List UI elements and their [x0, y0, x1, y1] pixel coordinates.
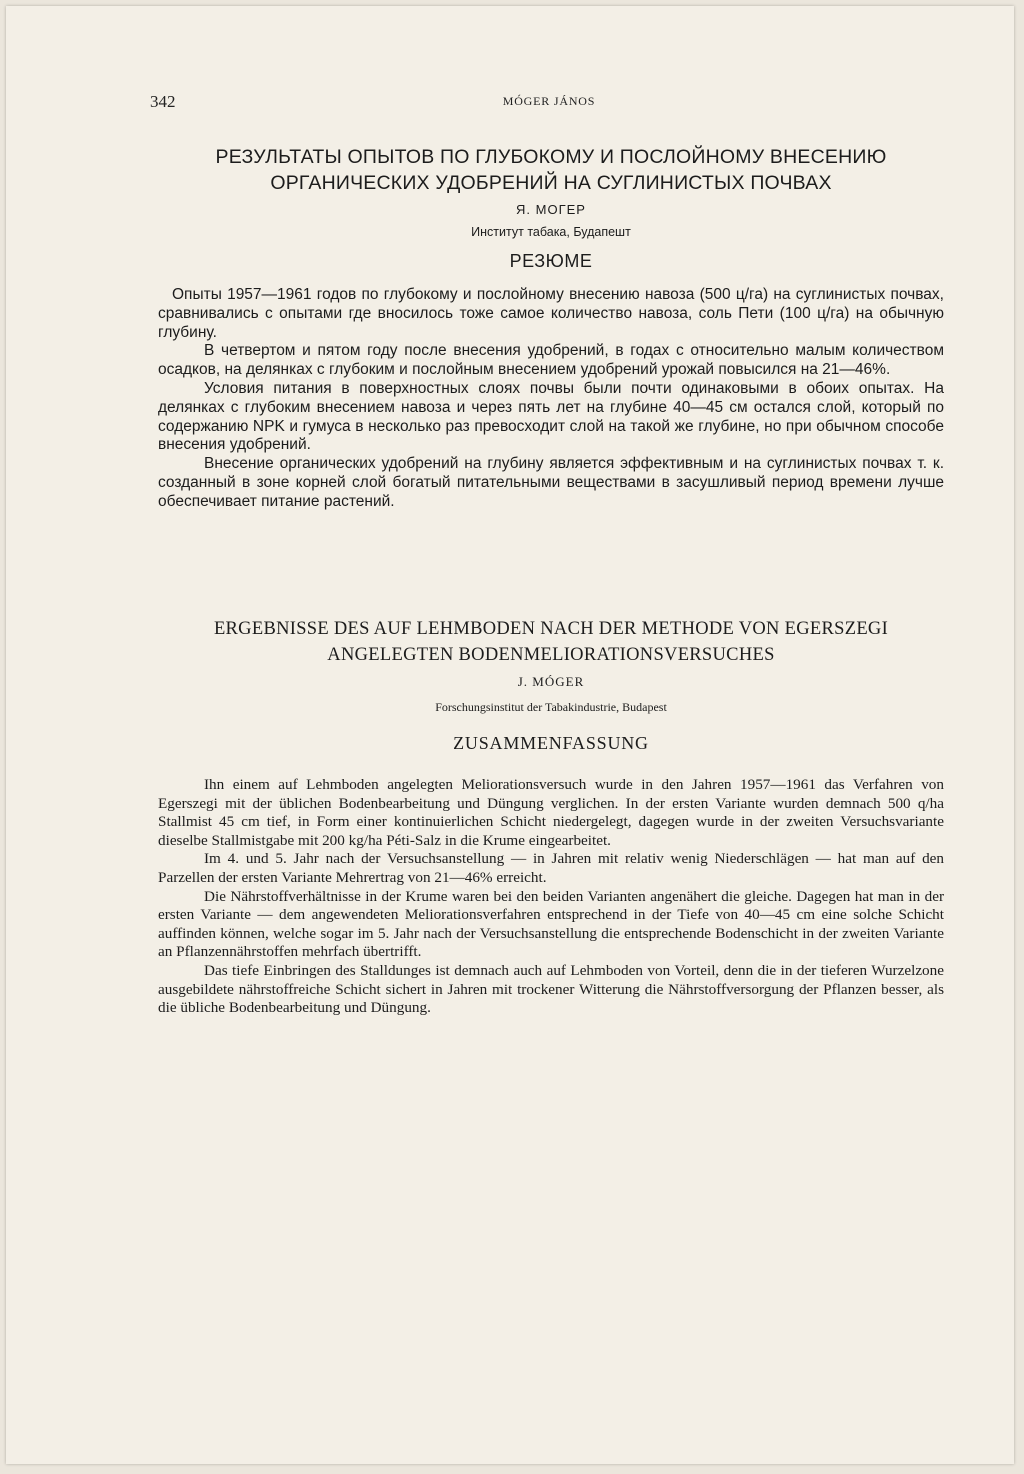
document-page [6, 6, 1014, 1464]
german-paragraph: Im 4. und 5. Jahr nach der Versuchsanstellung — in Jahren mit relativ wenig Niederschlägen — hat man auf den Parzellen der ersten Variante Mehrertrag von 21—46% erreicht. [158, 850, 944, 886]
german-summary-heading: ZUSAMMENFASSUNG [453, 733, 649, 753]
german-title-line-2: ANGELEGTEN BODENMELIORATIONSVERSUCHES [327, 645, 775, 665]
russian-abstract [158, 144, 944, 512]
german-abstract [158, 616, 944, 1018]
russian-paragraph: Внесение органических удобрений на глубину является эффективным и на суглинистых почвах т. к. созданный в зоне корней слой богатый питательными веществами в засушливый период времени лучше обеспечивает питание растений. [158, 455, 944, 510]
german-summary-body [158, 776, 944, 1018]
russian-title-line-1: РЕЗУЛЬТАТЫ ОПЫТОВ ПО ГЛУБОКОМУ И ПОСЛОЙНОМУ ВНЕСЕНИЮ [215, 146, 887, 168]
german-title-line-1: ERGEBNISSE DES AUF LEHMBODEN NACH DER METHODE VON EGERSZEGI [213, 619, 889, 639]
russian-institute: Институт табака, Будапешт [471, 225, 631, 239]
running-author: MÓGER JÁNOS [502, 94, 596, 108]
russian-summary-heading: РЕЗЮМЕ [509, 251, 593, 271]
russian-title [158, 144, 944, 196]
german-institute: Forschungsinstitut der Tabakindustrie, Budapest [435, 700, 667, 714]
russian-paragraph: Условия питания в поверхностных слоях почвы были почти одинаковыми в обоих опытах. На делянках с глубоким внесением навоза и через пять лет на глубине 40—45 см остался слой, который по содержанию NPK и гумуса в несколько раз превосходит слой на такой же глубине, но при обычном способе внесения удобрений. [158, 379, 944, 454]
russian-title-line-2: ОРГАНИЧЕСКИХ УДОБРЕНИЙ НА СУГЛИНИСТЫХ ПОЧВАХ [270, 172, 832, 194]
russian-paragraph: В четвертом и пятом году после внесения удобрений, в годах с относительно малым количеством осадков, на делянках с глубоким и послойным внесением удобрений урожай повысился на 21—46%. [158, 342, 944, 379]
russian-summary-body [158, 286, 944, 512]
russian-author: Я. МОГЕР [516, 202, 586, 217]
german-paragraph: Ihn einem auf Lehmboden angelegten Meliorationsversuch wurde in den Jahren 1957—1961 das Verfahren von Egerszegi mit der üblichen Bodenbearbeitung und Düngung verglichen. In der ersten Variante wurden demnach 500 q/ha Stallmist 45 cm tief, in Form einer kontinuierlichen Schicht niedergelegt, dagegen wurde in der zweiten Versuchsvariante dieselbe Stallmistgabe mit 200 kg/ha Péti-Salz in die Krume eingearbeitet. [158, 776, 944, 849]
russian-paragraph: Опыты 1957—1961 годов по глубокому и послойному внесению навоза (500 ц/га) на суглинистых почвах, сравнивались с опытами где вносилось тоже самое количество навоза, соль Пети (100 ц/га) на обычную глубину. [158, 286, 944, 341]
german-title [158, 616, 944, 668]
german-paragraph: Die Nährstoffverhältnisse in der Krume waren bei den beiden Varianten angenähert die gleiche. Dagegen hat man in der ersten Variante — dem angewendeten Meliorationsverfahren entsprechend in der Tiefe von 40—45 cm eine solche Schicht auffinden können, welche sogar im 5. Jahr nach der Versuchsanstellung die entsprechende Bodenschicht in der zweiten Variante an Pflanzennährstoffen mehrfach übertrifft. [158, 887, 944, 961]
german-author: J. MÓGER [517, 674, 585, 689]
page-number: 342 [150, 92, 176, 111]
german-paragraph: Das tiefe Einbringen des Stalldunges ist demnach auch auf Lehmboden von Vorteil, denn die in der tieferen Wurzelzone ausgebildete nährstoffreiche Schicht sichert in Jahren mit trockener Witterung die Nährstoffversorgung der Pflanzen besser, als die übliche Bodenbearbeitung und Düngung. [158, 961, 944, 1017]
